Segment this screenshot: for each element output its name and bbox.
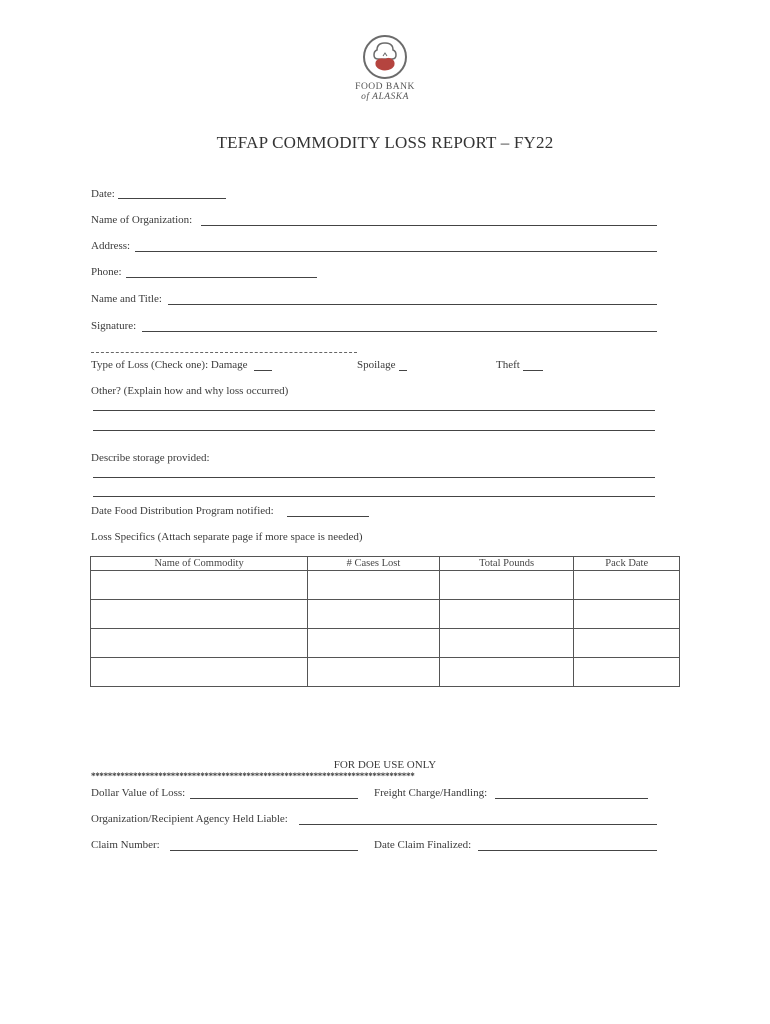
table-row xyxy=(91,600,680,629)
logo-line-2: of ALASKA xyxy=(361,92,409,102)
dollar-value-label: Dollar Value of Loss: xyxy=(91,787,186,799)
specifics-label: Loss Specifics (Attach separate page if more space is needed) xyxy=(91,531,363,543)
doe-heading: FOR DOE USE ONLY xyxy=(333,759,437,771)
separator-dashes xyxy=(91,352,357,353)
organization-field[interactable] xyxy=(201,225,657,226)
table-cell[interactable] xyxy=(574,658,680,687)
table-cell[interactable] xyxy=(439,658,574,687)
date-finalized-label: Date Claim Finalized: xyxy=(374,839,472,851)
table-cell[interactable] xyxy=(91,571,308,600)
storage-label: Describe storage provided: xyxy=(91,452,210,464)
table-row xyxy=(91,629,680,658)
table-cell[interactable] xyxy=(91,629,308,658)
name-title-label: Name and Title: xyxy=(91,293,162,305)
signature-field[interactable] xyxy=(142,331,657,332)
table-cell[interactable] xyxy=(574,629,680,658)
header-cases-lost: # Cases Lost xyxy=(308,557,440,571)
table-cell[interactable] xyxy=(439,600,574,629)
page-title: TEFAP COMMODITY LOSS REPORT – FY22 xyxy=(216,133,554,152)
phone-field[interactable] xyxy=(126,277,317,278)
freight-label: Freight Charge/Handling: xyxy=(374,787,488,799)
damage-checkbox[interactable] xyxy=(254,370,272,371)
notified-field[interactable] xyxy=(287,516,369,517)
agency-liable-field[interactable] xyxy=(299,824,657,825)
table-cell[interactable] xyxy=(91,658,308,687)
table-row xyxy=(91,571,680,600)
date-label: Date: xyxy=(91,188,115,200)
table-row xyxy=(91,658,680,687)
address-field[interactable] xyxy=(135,251,657,252)
storage-line-2[interactable] xyxy=(93,496,655,497)
spoilage-checkbox[interactable] xyxy=(399,370,407,371)
theft-label: Theft xyxy=(496,359,520,371)
organization-label: Name of Organization: xyxy=(91,214,193,226)
other-line-1[interactable] xyxy=(93,410,655,411)
theft-checkbox[interactable] xyxy=(523,370,543,371)
dollar-value-field[interactable] xyxy=(190,798,358,799)
address-label: Address: xyxy=(91,240,131,252)
food-bank-logo xyxy=(352,34,418,106)
table-cell[interactable] xyxy=(439,571,574,600)
table-cell[interactable] xyxy=(439,629,574,658)
doe-stars: ***************************************************************************** xyxy=(91,771,415,781)
table-cell[interactable] xyxy=(308,629,440,658)
spoilage-label: Spoilage xyxy=(357,359,396,371)
loss-table xyxy=(90,556,680,687)
table-header-row xyxy=(91,557,680,571)
storage-line-1[interactable] xyxy=(93,477,655,478)
table-cell[interactable] xyxy=(308,571,440,600)
freight-field[interactable] xyxy=(495,798,648,799)
header-commodity: Name of Commodity xyxy=(91,557,308,571)
table-cell[interactable] xyxy=(91,600,308,629)
loss-type-label: Type of Loss (Check one): Damage xyxy=(91,359,248,371)
date-field[interactable] xyxy=(118,198,226,199)
table-cell[interactable] xyxy=(574,571,680,600)
claim-number-label: Claim Number: xyxy=(91,839,160,851)
agency-liable-label: Organization/Recipient Agency Held Liable: xyxy=(91,813,288,825)
date-finalized-field[interactable] xyxy=(478,850,657,851)
header-total-pounds: Total Pounds xyxy=(439,557,574,571)
table-cell[interactable] xyxy=(574,600,680,629)
claim-number-field[interactable] xyxy=(170,850,358,851)
header-pack-date: Pack Date xyxy=(574,557,680,571)
logo-line-1: FOOD BANK xyxy=(355,82,415,92)
name-title-field[interactable] xyxy=(168,304,657,305)
table-cell[interactable] xyxy=(308,658,440,687)
phone-label: Phone: xyxy=(91,266,122,278)
logo-emblem-icon xyxy=(362,34,408,80)
other-line-2[interactable] xyxy=(93,430,655,431)
signature-label: Signature: xyxy=(91,320,137,332)
table-cell[interactable] xyxy=(308,600,440,629)
other-label: Other? (Explain how and why loss occurred) xyxy=(91,385,289,397)
notified-label: Date Food Distribution Program notified: xyxy=(91,505,274,517)
